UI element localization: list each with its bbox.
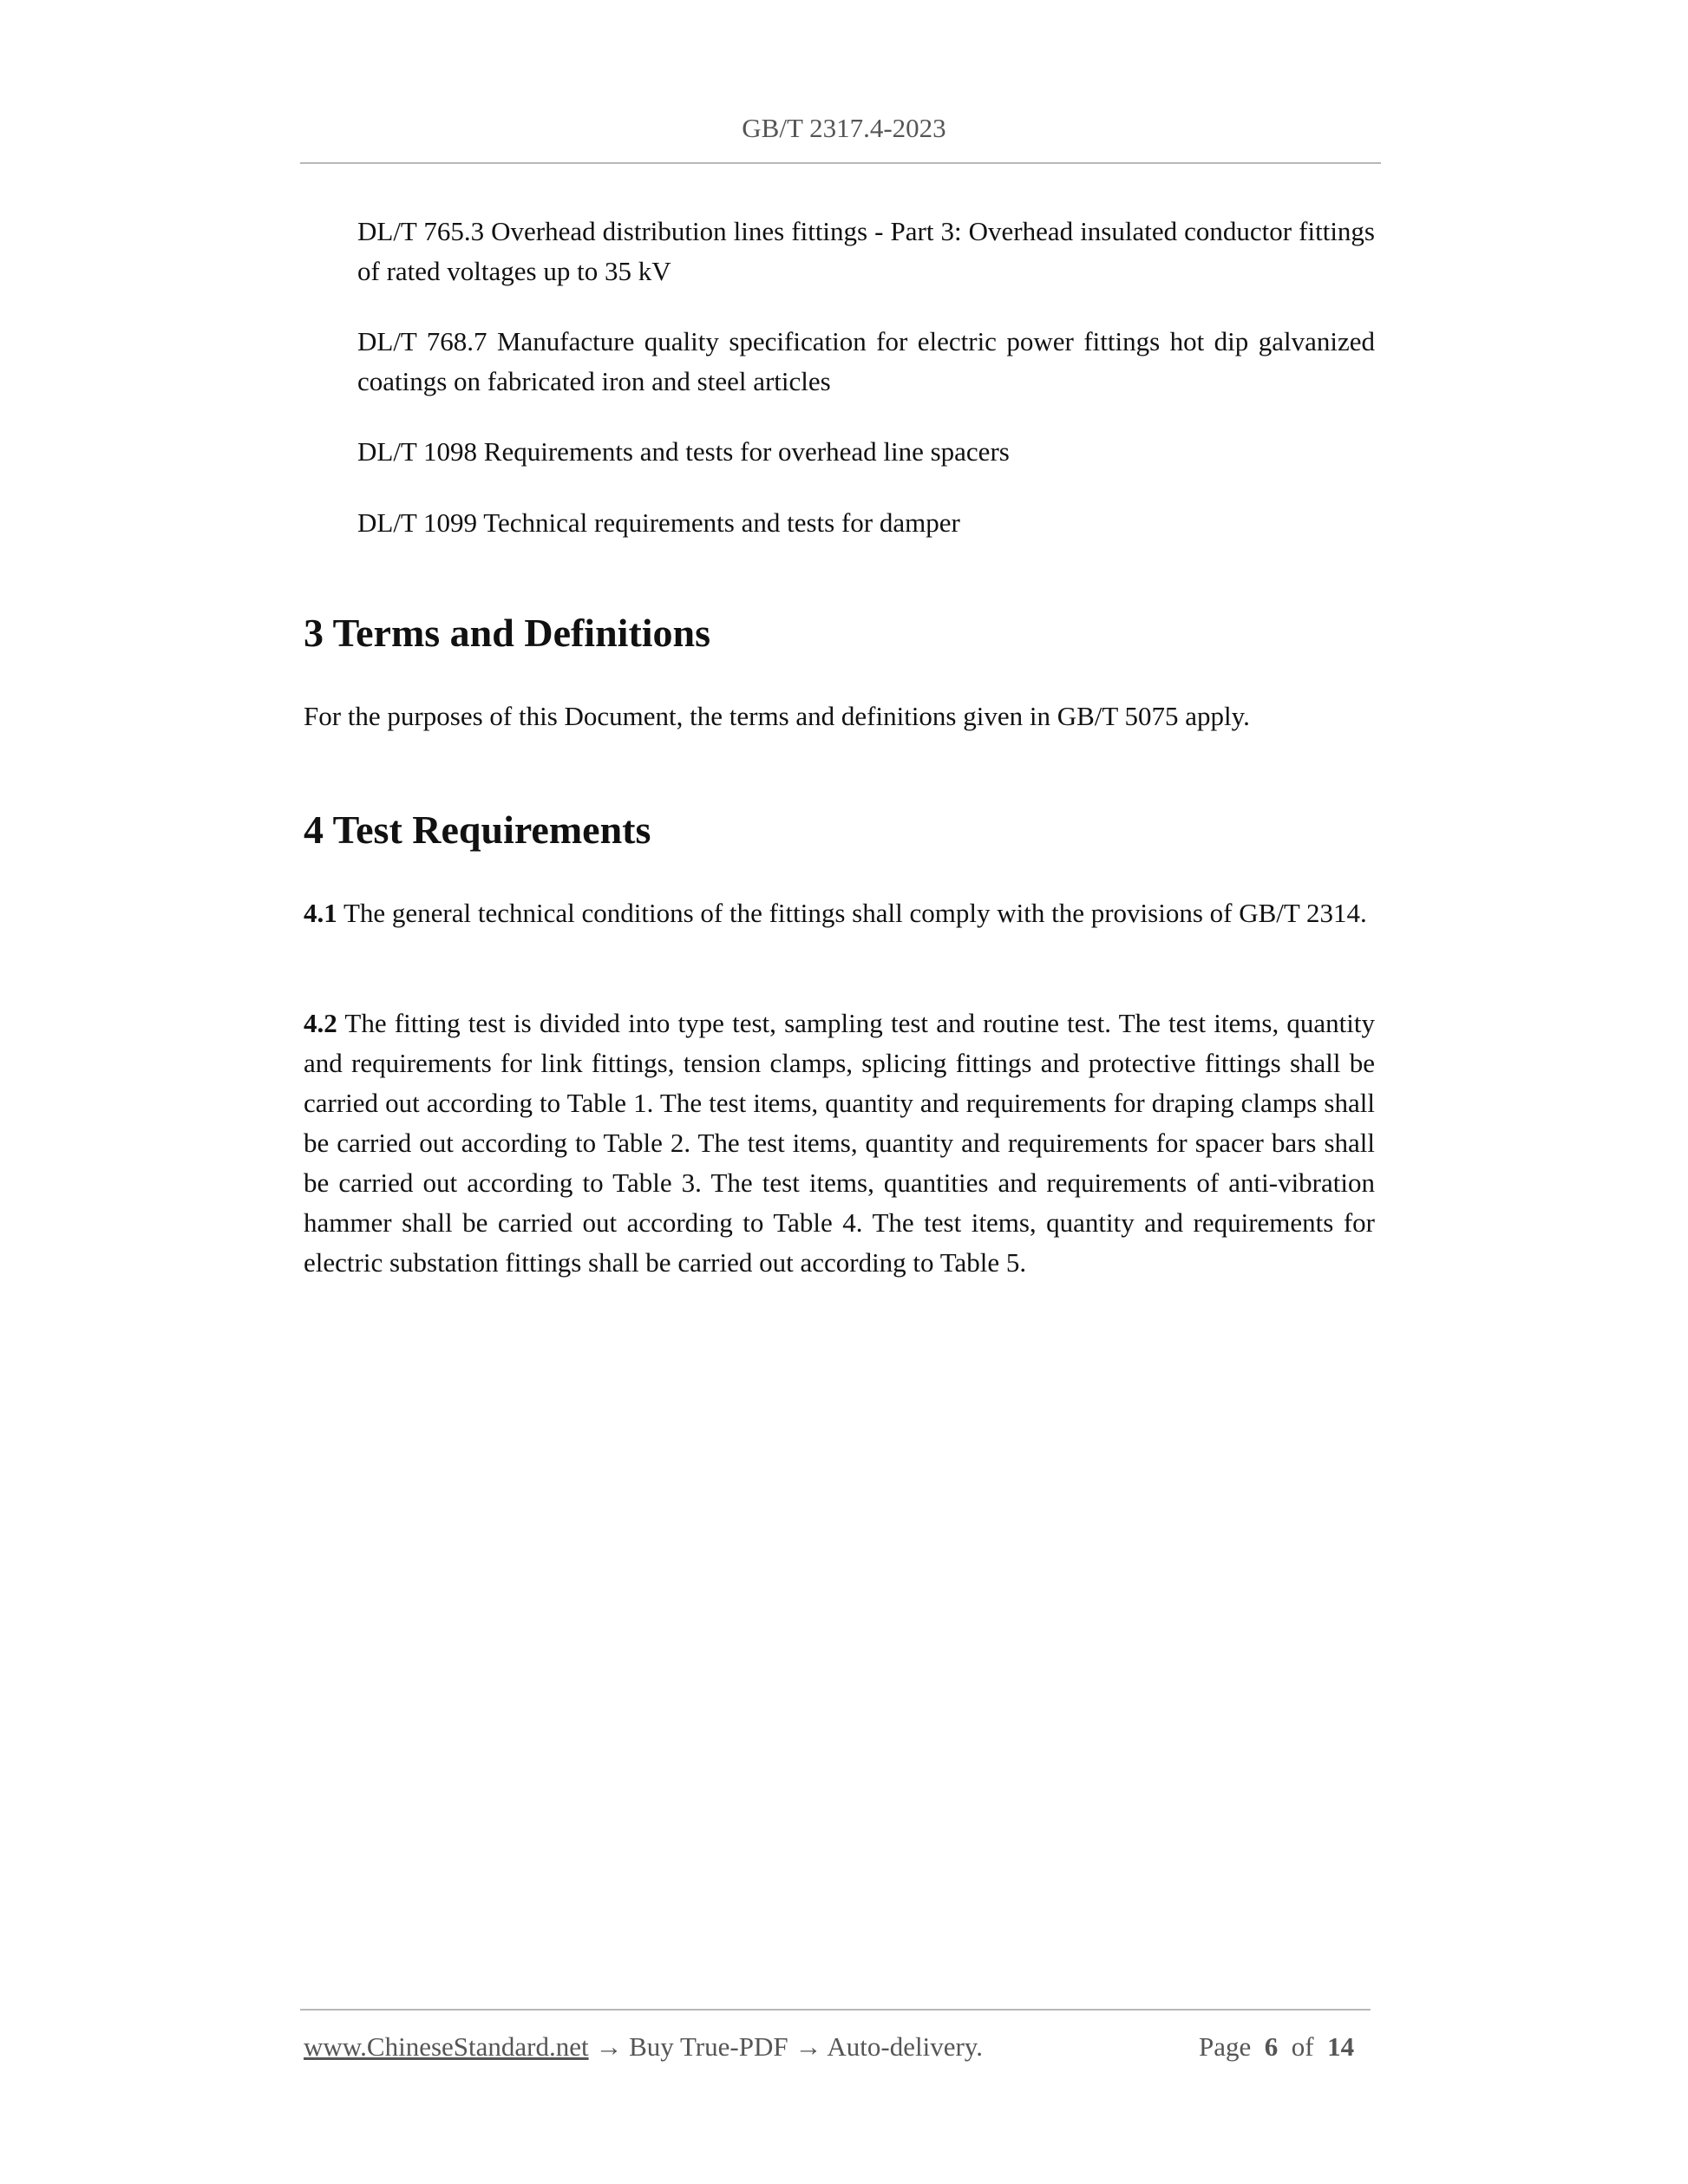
arrow-right-icon: →	[795, 2031, 822, 2062]
chinesestandard-link[interactable]: www.ChineseStandard.net	[304, 2031, 589, 2062]
normative-reference-dlt-1099: DL/T 1099 Technical requirements and tests for damper	[357, 507, 960, 538]
clause-4-2	[304, 1004, 1375, 1283]
footer-promo	[304, 2028, 983, 2066]
clause-number: 4.2	[304, 1008, 337, 1038]
clause-text: The fitting test is divided into type test, sampling test and routine test. The test items, quantity and requirements for link fittings, tension clamps, splicing fittings and protective fittings shall be carried out according to Table 1. The test items, quantity and requirements for draping clamps shall be carried out according to Table 2. The test items, quantity and requirements for spacer bars shall be carried out according to Table 3. The test items, quantities and requirements of anti-vibration hammer shall be carried out according to Table 4. The test items, quantity and requirements for electric substation fittings shall be carried out according to Table 5.	[304, 1008, 1375, 1278]
clause-4-1	[304, 893, 1375, 933]
normative-reference-dlt-765-3: DL/T 765.3 Overhead distribution lines fittings - Part 3: Overhead insulated conductor fittings of rated voltages up to 35 kV	[357, 216, 1375, 286]
auto-delivery-text: Auto-delivery.	[827, 2031, 984, 2062]
section-3-text: For the purposes of this Document, the terms and definitions given in GB/T 5075 apply.	[304, 701, 1250, 731]
normative-reference-dlt-1098: DL/T 1098 Requirements and tests for overhead line spacers	[357, 436, 1010, 467]
document-code-header: GB/T 2317.4-2023	[742, 113, 946, 143]
arrow-right-icon: →	[595, 2031, 623, 2062]
section-4-heading: 4 Test Requirements	[304, 808, 651, 852]
clause-number: 4.1	[304, 898, 337, 928]
page-label: Page	[1199, 2031, 1252, 2062]
footer-divider	[300, 2009, 1371, 2011]
buy-true-pdf-text: Buy True-PDF	[629, 2031, 788, 2062]
total-pages: 14	[1327, 2031, 1355, 2062]
section-3-heading: 3 Terms and Definitions	[304, 611, 711, 655]
normative-reference-dlt-768-7: DL/T 768.7 Manufacture quality specification for electric power fittings hot dip galvanized coatings on fabricated iron and steel articles	[357, 326, 1375, 396]
page-number	[1199, 2028, 1354, 2066]
of-label: of	[1291, 2031, 1314, 2062]
header-divider	[300, 162, 1381, 164]
clause-text: The general technical conditions of the fittings shall comply with the provisions of GB/T 2314.	[343, 898, 1367, 928]
current-page: 6	[1264, 2031, 1279, 2062]
